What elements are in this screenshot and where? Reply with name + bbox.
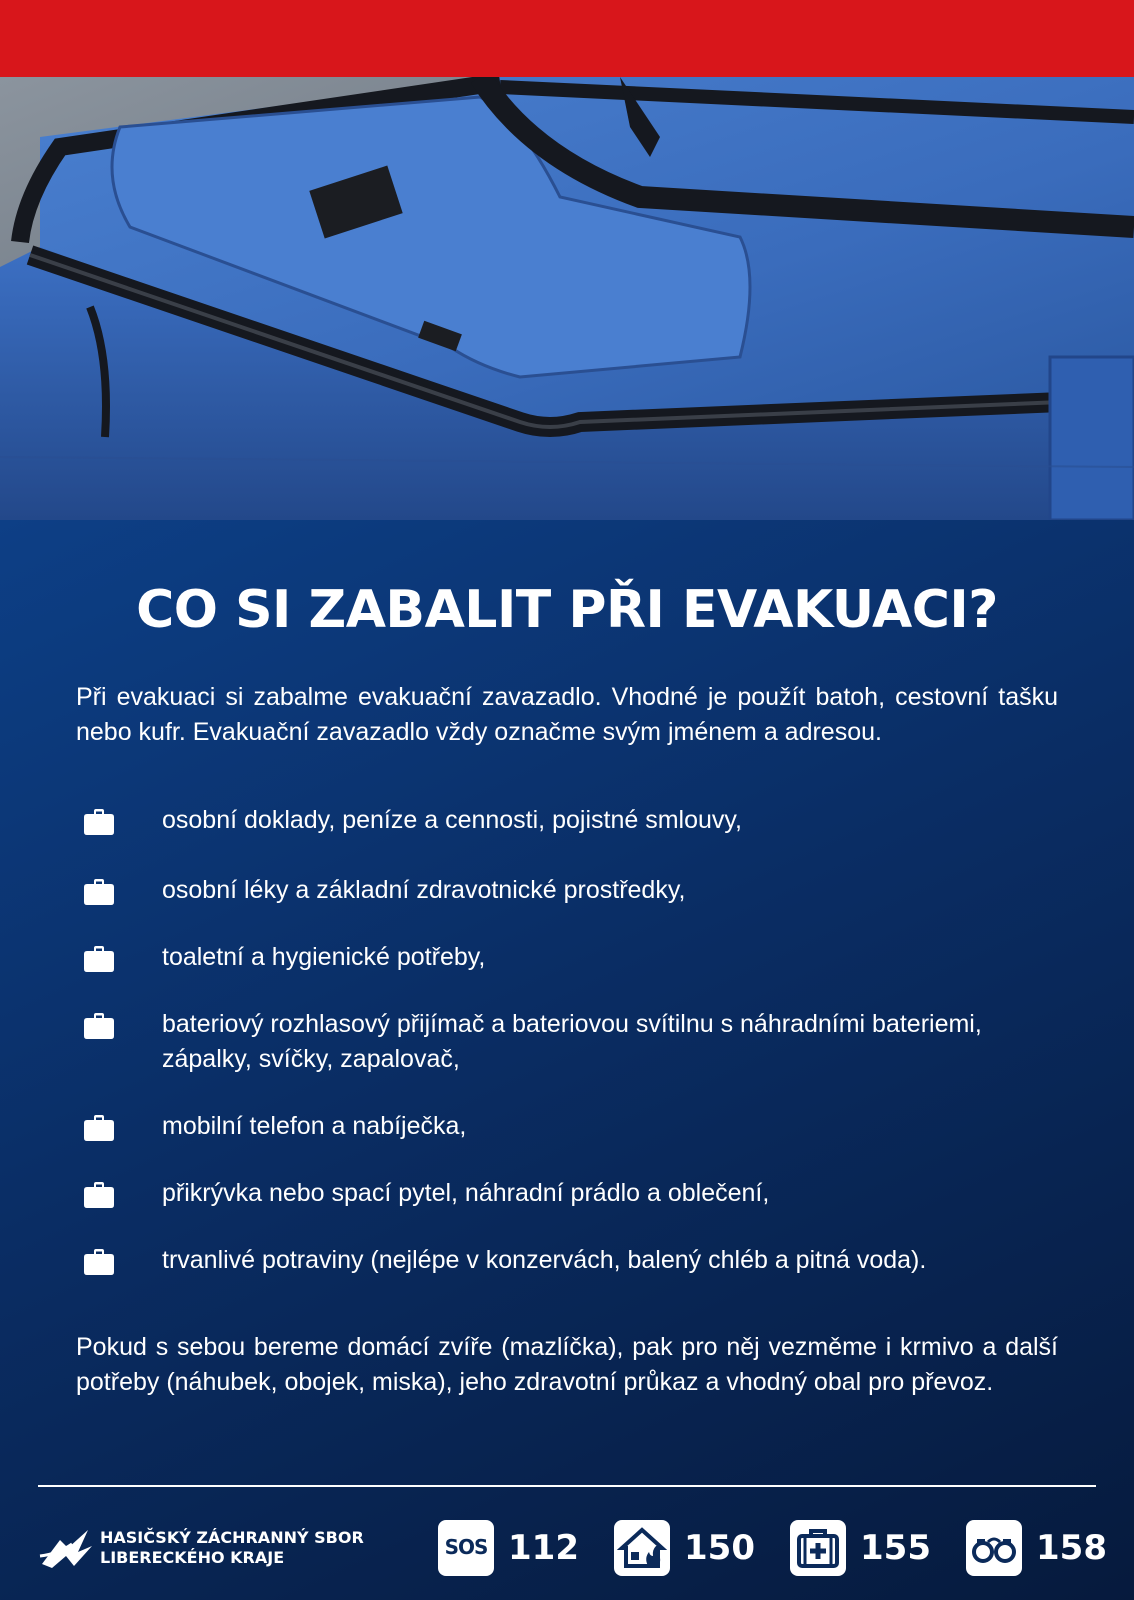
suitcase-illustration <box>0 77 1134 520</box>
suitcase-icon <box>84 809 114 835</box>
suitcase-icon <box>84 946 114 972</box>
pet-paragraph: Pokud s sebou bereme domácí zvíře (mazlíčka), pak pro něj vezměme i krmivo a další potřeby (náhubek, obojek, miska), jeho zdravotní průkaz a vhodný obal pro převoz. <box>76 1333 1058 1396</box>
sos-icon <box>438 1520 494 1576</box>
packing-list <box>76 803 1058 1278</box>
list-item <box>76 1176 1058 1211</box>
list-item-text: toaletní a hygienické potřeby, <box>162 943 486 971</box>
list-item <box>76 803 1058 838</box>
intro-paragraph: Při evakuaci si zabalme evakuační zavazadlo. Vhodné je použít batoh, cestovní tašku nebo kufr. Evakuační zavazadlo vždy označme svým jménem a adresou. <box>76 683 1058 746</box>
suitcase-icon <box>84 1182 114 1208</box>
emergency-number: 158 <box>1036 1528 1107 1568</box>
list-item-text: trvanlivé potraviny (nejlépe v konzervách, balený chléb a pitná voda). <box>162 1246 927 1274</box>
emergency-number: 150 <box>684 1528 755 1568</box>
list-item <box>76 1007 1058 1077</box>
org-name <box>100 1528 364 1568</box>
org-name-line1: HASIČSKÝ ZÁCHRANNÝ SBOR <box>100 1528 364 1547</box>
suitcase-icon <box>84 879 114 905</box>
suitcase-icon <box>84 1013 114 1039</box>
page-title: CO SI ZABALIT PŘI EVAKUACI? <box>136 580 998 640</box>
list-item <box>76 1109 1058 1144</box>
sos-icon-label: SOS <box>444 1535 488 1559</box>
handcuffs-glyph <box>966 1520 1022 1576</box>
top-red-bar <box>0 0 1134 77</box>
emergency-number: 155 <box>860 1528 931 1568</box>
suitcase-photo <box>0 77 1134 520</box>
list-item-text: přikrývka nebo spací pytel, náhradní prádlo a oblečení, <box>162 1179 770 1207</box>
suitcase-icon <box>84 1115 114 1141</box>
footer-divider <box>38 1485 1096 1487</box>
list-item-text: bateriový rozhlasový přijímač a bateriovou svítilnu s náhradními bateriemi, zápalky, svíčky, zapalovač, <box>162 1010 982 1073</box>
emergency-number: 112 <box>508 1528 579 1568</box>
list-item-text: mobilní telefon a nabíječka, <box>162 1112 467 1140</box>
list-item-text: osobní léky a základní zdravotnické prostředky, <box>162 876 686 904</box>
list-item <box>76 1243 1058 1278</box>
handcuffs-icon <box>966 1520 1022 1576</box>
first-aid-kit-icon <box>790 1520 846 1576</box>
list-item <box>76 940 1058 975</box>
content-panel <box>0 520 1134 1600</box>
list-item-text: osobní doklady, peníze a cennosti, pojistné smlouvy, <box>162 806 742 834</box>
hzs-logo <box>38 1520 398 1576</box>
fire-house-glyph <box>614 1520 670 1576</box>
firefighter-emblem-icon <box>38 1526 94 1570</box>
first-aid-kit-glyph <box>790 1520 846 1576</box>
fire-house-icon <box>614 1520 670 1576</box>
org-name-line2: LIBERECKÉHO KRAJE <box>100 1548 285 1567</box>
list-item <box>76 873 1058 908</box>
suitcase-icon <box>84 1249 114 1275</box>
